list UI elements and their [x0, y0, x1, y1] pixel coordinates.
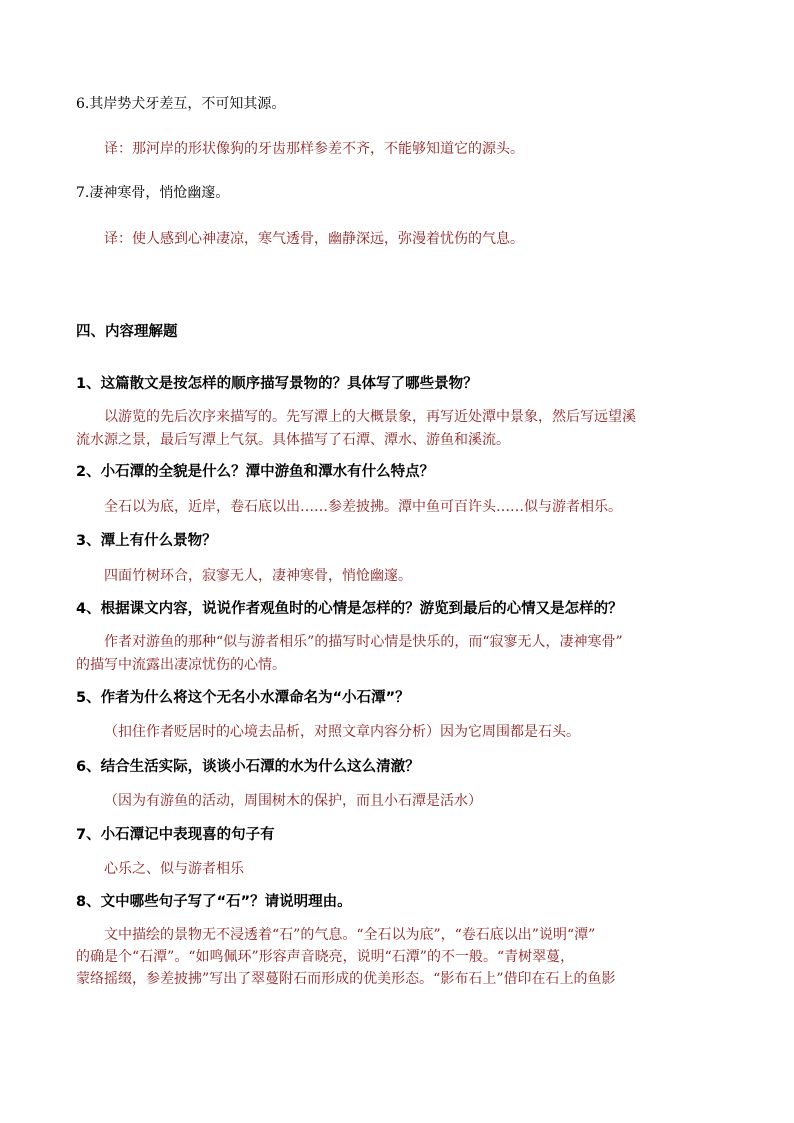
answer-2-line-1: 全石以为底，近岸，卷石底以出……参差披拂。潭中鱼可百许头……似与游者相乐。 [104, 499, 622, 515]
question-2: 2、小石潭的全貌是什么？潭中游鱼和潭水有什么特点？ [76, 464, 435, 480]
answer-4-line-1: 作者对游鱼的那种“似与游者相乐”的描写时心情是快乐的，而“寂寥无人，凄神寒骨” [104, 634, 623, 650]
answer-3-line-1: 四面竹树环合，寂寥无人，凄神寒骨，悄怆幽邃。 [104, 568, 412, 584]
section-title: 四、内容理解题 [76, 324, 178, 340]
answer-8-line-2: 的确是个“石潭”。“如鸣佩环”形容声音晓亮，说明“石潭”的不一般。“青树翠蔓， [76, 949, 575, 965]
original-line-6: 6.其岸势犬牙差互，不可知其源。 [76, 96, 286, 112]
answer-1-line-2: 流水源之景，最后写潭上气氛。具体描写了石潭、潭水、游鱼和溪流。 [76, 432, 510, 448]
question-4: 4、根据课文内容，说说作者观鱼时的心情是怎样的？游览到最后的心情又是怎样的？ [76, 601, 623, 617]
original-line-7: 7.凄神寒骨，悄怆幽邃。 [76, 185, 230, 201]
question-5: 5、作者为什么将这个无名小水潭命名为“小石潭”？ [76, 690, 410, 706]
translation-line-7: 译：使人感到心神凄凉，寒气透骨，幽静深远，弥漫着忧伤的气息。 [104, 231, 524, 247]
answer-6-line-1: （因为有游鱼的活动，周围树木的保护，而且小石潭是活水） [104, 793, 482, 809]
question-1: 1、这篇散文是按怎样的顺序描写景物的？具体写了哪些景物？ [76, 376, 478, 392]
question-3: 3、潭上有什么景物？ [76, 533, 217, 549]
answer-1-line-1: 以游览的先后次序来描写的。先写潭上的大概景象，再写近处潭中景象，然后写远望溪 [104, 409, 636, 425]
question-7: 7、小石潭记中表现喜的句子有 [76, 827, 275, 843]
answer-7-line-1: 心乐之、似与游者相乐 [104, 861, 244, 877]
translation-line-6: 译：那河岸的形状像狗的牙齿那样参差不齐，不能够知道它的源头。 [104, 141, 524, 157]
answer-4-line-2: 的描写中流露出凄凉忧伤的心情。 [76, 657, 286, 673]
answer-8-line-3: 蒙络摇缀，参差披拂”写出了翠蔓附石而形成的优美形态。“影布石上”借印在石上的鱼影 [76, 971, 616, 987]
answer-5-line-1: （扣住作者贬居时的心境去品析，对照文章内容分析）因为它周围都是石头。 [104, 724, 580, 740]
answer-8-line-1: 文中描绘的景物无不浸透着“石”的气息。“全石以为底”，“卷石底以出”说明“潭” [104, 927, 596, 943]
question-8: 8、文中哪些句子写了“石”？请说明理由。 [76, 894, 352, 910]
question-6: 6、结合生活实际，谈谈小石潭的水为什么这么清澈？ [76, 759, 420, 775]
